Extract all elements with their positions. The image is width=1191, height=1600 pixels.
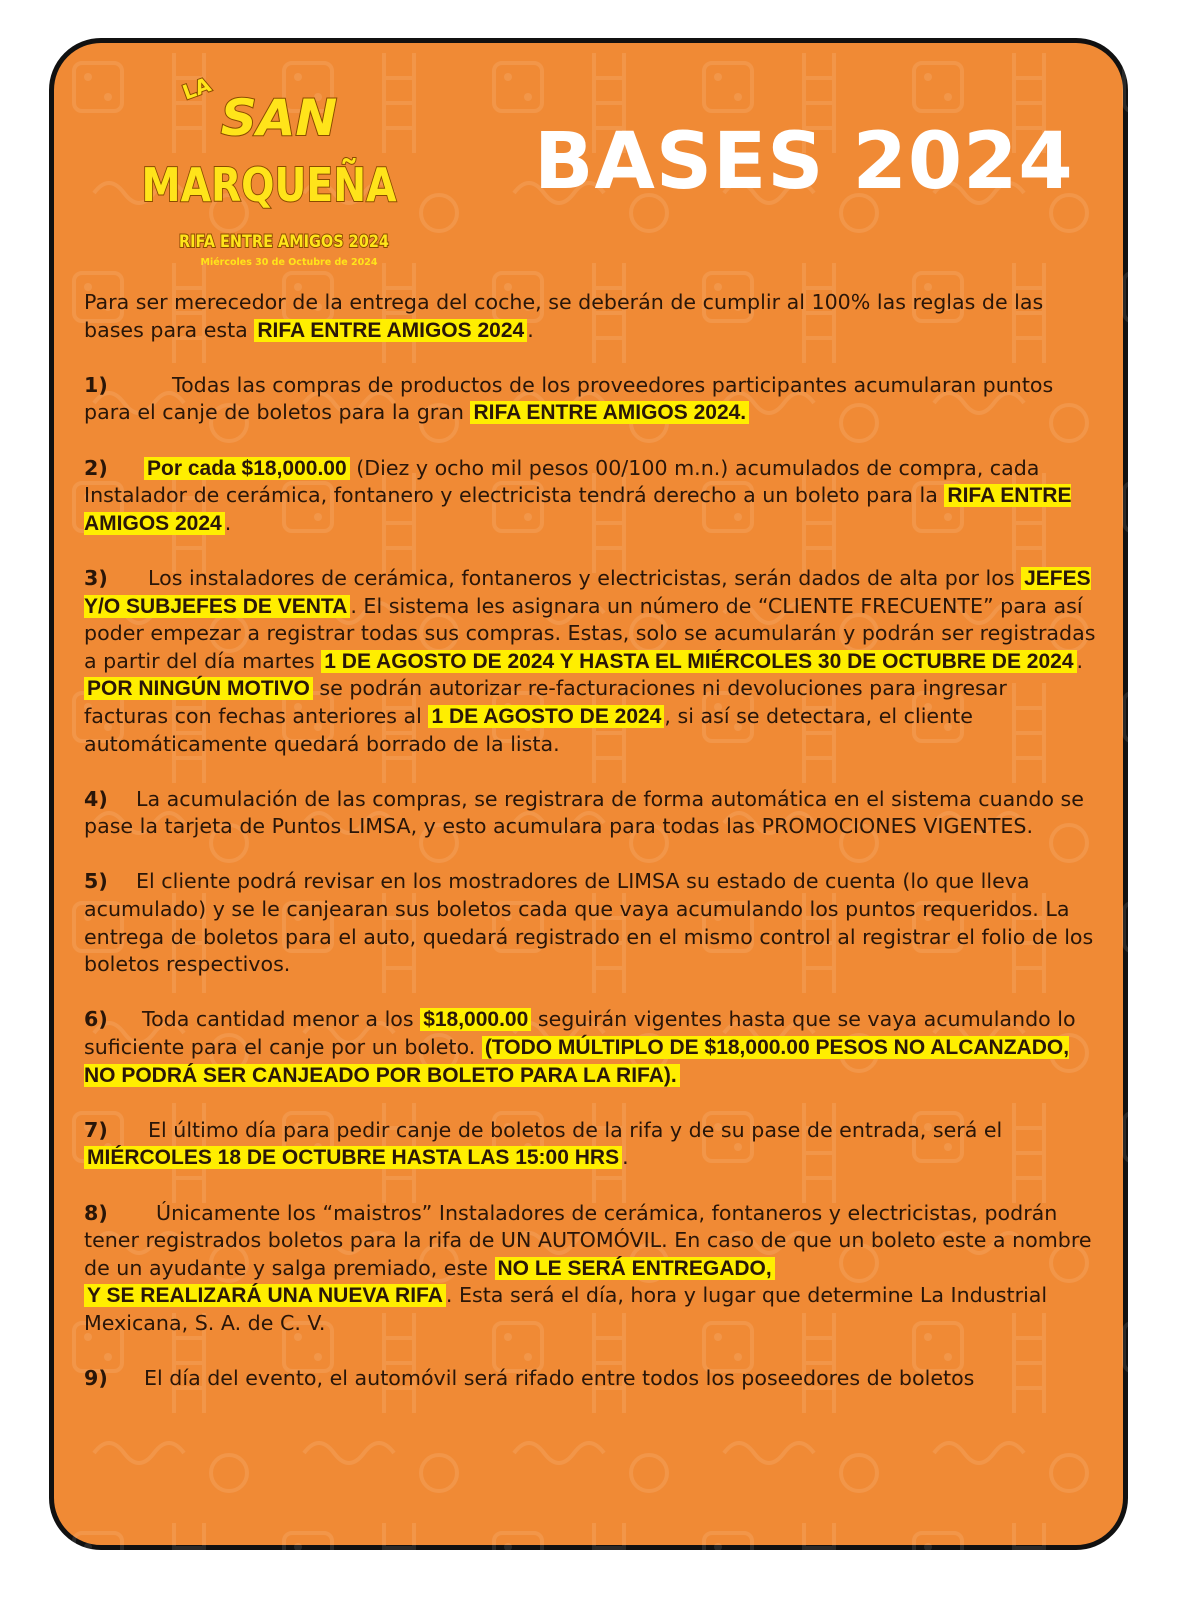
rule-3-text-5: , si así se detectara, el cliente automáticamente quedará borrado de la lista.: [84, 703, 973, 756]
logo-marquena: MARQUEÑA: [141, 158, 397, 212]
rule-4-number: 4): [84, 786, 108, 811]
rule-8-highlight-1: NO LE SERÁ ENTREGADO,: [495, 1257, 775, 1280]
intro-highlight: RIFA ENTRE AMIGOS 2024: [254, 319, 527, 342]
rule-5-text: El cliente podrá revisar en los mostradores de LIMSA su estado de cuenta (lo que lleva acumulado) y se le canjearan sus boletos cada que vaya acumulando los puntos requeridos. La entrega de boletos para el auto, quedará registrado en el mismo control al registrar el folio de los boletos respectivos.: [84, 869, 1094, 977]
rule-4: [84, 786, 1096, 841]
logo-rifa-entre-amigos: RIFA ENTRE AMIGOS 2024: [179, 232, 390, 252]
rule-8-highlight-2: Y SE REALIZARÁ UNA NUEVA RIFA: [84, 1284, 446, 1307]
rule-9: [84, 1365, 1096, 1393]
rule-3-highlight-1: JEFES Y/O SUBJEFES DE VENTA: [84, 566, 1091, 618]
intro-text-end: .: [527, 317, 534, 342]
rule-7: [84, 1117, 1096, 1172]
rule-6-highlight-1: $18,000.00: [420, 1008, 531, 1031]
rule-7-highlight: MIÉRCOLES 18 DE OCTUBRE HASTA LAS 15:00 HRS: [84, 1146, 622, 1169]
rule-3-highlight-4: 1 DE AGOSTO DE 2024: [428, 705, 664, 728]
rule-2-text: (Diez y ocho mil pesos 00/100 m.n.) acumulados de compra, cada Instalador de cerámica, fontanero y electricista tendrá derecho a un boleto para la: [84, 455, 1040, 508]
rule-6-number: 6): [84, 1007, 108, 1032]
rule-2-highlight-2: RIFA ENTRE AMIGOS 2024: [84, 484, 1072, 535]
rule-7-text: El último día para pedir canje de boletos de la rifa y de su pase de entrada, será el: [148, 1117, 1003, 1142]
rule-3-text-2: . El sistema les asignara un número de “CLIENTE FRECUENTE” para así poder empezar a registrar todas sus compras. Estas, solo se acumularán y podrán ser registradas a partir del día martes: [84, 593, 1096, 673]
page-title: BASES 2024: [534, 117, 1074, 207]
rule-3-text-1: Los instaladores de cerámica, fontaneros y electricistas, serán dados de alta por los: [148, 565, 1022, 590]
rule-3-number: 3): [84, 565, 108, 590]
rules-card: [49, 38, 1128, 1550]
rule-8-number: 8): [84, 1200, 108, 1225]
rule-5: [84, 868, 1096, 978]
rule-3-highlight-2: 1 DE AGOSTO DE 2024 Y HASTA EL MIÉRCOLES 30 DE OCTUBRE DE 2024: [321, 650, 1076, 673]
logo-la: LA: [179, 72, 214, 105]
rule-1-number: 1): [84, 372, 108, 397]
rule-7-text-end: .: [622, 1145, 629, 1170]
rule-4-text: La acumulación de las compras, se registrara de forma automática en el sistema cuando se pase la tarjeta de Puntos LIMSA, y esto acumulara para todas las PROMOCIONES VIGENTES.: [84, 786, 1084, 839]
logo-date: Miércoles 30 de Octubre de 2024: [200, 257, 378, 268]
rule-3-highlight-3: POR NINGÚN MOTIVO: [84, 677, 313, 700]
rule-3-text-4: se podrán autorizar re-facturaciones ni devoluciones para ingresar facturas con fechas anteriores al: [84, 676, 1007, 728]
la-san-marquena-logo: [129, 63, 409, 293]
rule-6: [84, 1006, 1096, 1089]
rule-3-text-3: .: [1076, 648, 1084, 673]
rule-9-number: 9): [84, 1366, 108, 1391]
rule-3: [84, 565, 1096, 758]
rule-5-number: 5): [84, 869, 108, 894]
rule-6-text-2: seguirán vigentes hasta que se vaya acumulando lo suficiente para el canje por un boleto.: [84, 1007, 1076, 1060]
rule-1-text: Todas las compras de productos de los proveedores participantes acumularan puntos para el canje de boletos para la gran: [84, 372, 1054, 425]
rule-1: [84, 372, 1096, 427]
rule-9-text: El día del evento, el automóvil será rifado entre todos los poseedores de boletos: [144, 1366, 975, 1391]
rule-1-highlight: RIFA ENTRE AMIGOS 2024.: [470, 401, 749, 424]
rule-6-text-1: Toda cantidad menor a los: [142, 1007, 421, 1032]
rule-2-text-end: .: [224, 510, 232, 535]
rule-7-number: 7): [84, 1117, 108, 1142]
intro-text: Para ser merecedor de la entrega del coche, se deberán de cumplir al 100% las reglas de las bases para esta: [84, 290, 1044, 342]
rule-2: [84, 455, 1096, 538]
intro-paragraph: [84, 289, 1096, 344]
rule-8-text-2: . Esta será el día, hora y lugar que determine La Industrial Mexicana, S. A. de C. V.: [84, 1283, 1048, 1335]
rule-6-highlight-2: (TODO MÚLTIPLO DE $18,000.00 PESOS NO ALCANZADO, NO PODRÁ SER CANJEADO POR BOLETO PARA LA RIFA).: [84, 1036, 1070, 1087]
rule-2-highlight-1: Por cada $18,000.00: [144, 457, 350, 480]
rule-8: [84, 1200, 1096, 1338]
logo-san: SAN: [220, 89, 338, 147]
rules-body: [84, 289, 1096, 1420]
rule-2-number: 2): [84, 455, 108, 480]
rule-8-text-1: Únicamente los “maistros” Instaladores de cerámica, fontaneros y electricistas, podrán tener registrados boletos para la rifa de UN AUTOMÓVIL. En caso de que un boleto este a nombre de un ayudante y salga premiado, este: [84, 1200, 1092, 1280]
